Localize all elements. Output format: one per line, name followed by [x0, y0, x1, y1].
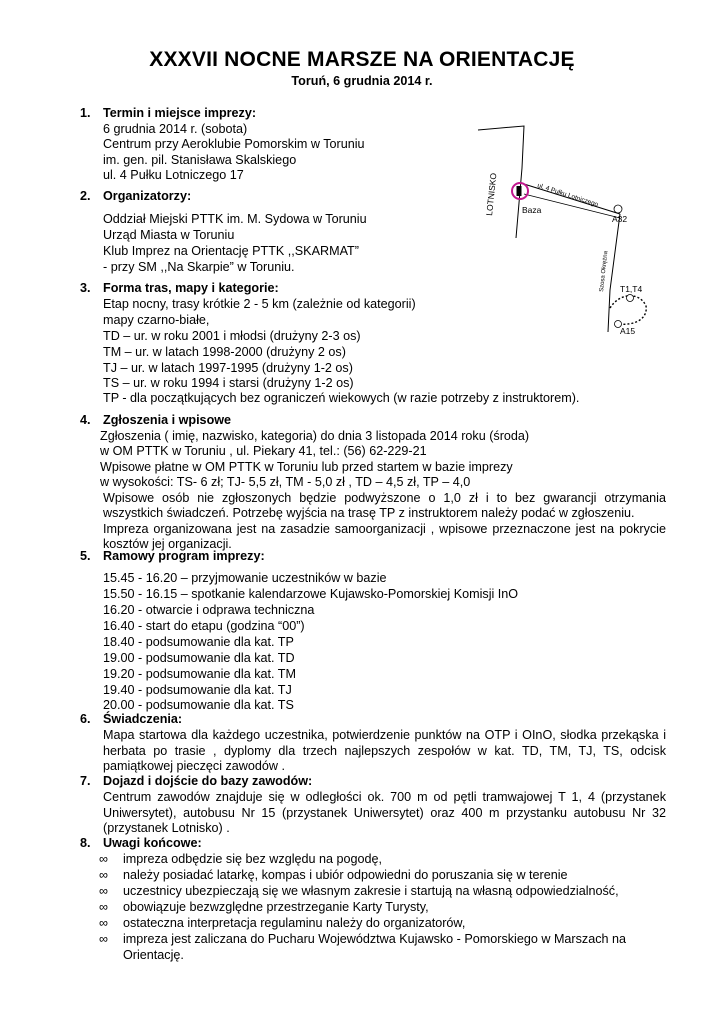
program-item: 19.20 - podsumowanie dla kat. TM — [103, 667, 296, 681]
map-label-baza: Baza — [522, 205, 542, 215]
section-7-heading: Dojazd i dojście do bazy zawodów: — [103, 774, 313, 788]
program-item: 15.45 - 16.20 – przyjmowanie uczestników w bazie — [103, 571, 387, 585]
remark-text: obowiązuje bezwzględne przestrzeganie Karty Turysty, — [123, 900, 429, 914]
section-6-number: 6. — [80, 712, 91, 726]
location-map — [470, 120, 690, 350]
section-1-heading: Termin i miejsce imprezy: — [103, 106, 257, 120]
section-3-line: TJ – ur. w latach 1997-1995 (drużyny 1-2 os) — [103, 361, 353, 375]
program-item: 20.00 - podsumowanie dla kat. TS — [103, 698, 294, 712]
section-3-line: Etap nocny, trasy krótkie 2 - 5 km (zależnie od kategorii) — [103, 297, 416, 311]
remark-item — [99, 852, 663, 868]
section-5-number: 5. — [80, 549, 91, 563]
road-lotnisko — [478, 126, 524, 238]
section-2-heading: Organizatorzy: — [103, 189, 192, 203]
section-1-number: 1. — [80, 106, 91, 120]
tram-stop-icon — [627, 295, 634, 302]
remark-item — [99, 932, 663, 963]
section-5-heading: Ramowy program imprezy: — [103, 549, 265, 563]
bus-stop-a32-icon — [614, 205, 622, 213]
section-3-line: TP - dla początkujących bez ograniczeń wiekowych (w razie potrzeby z instruktorem). — [103, 391, 580, 405]
section-2-line: Urząd Miasta w Toruniu — [103, 228, 235, 242]
section-2-line: - przy SM ,,Na Skarpie” w Toruniu. — [103, 260, 295, 274]
map-label-tram: T1,T4 — [620, 284, 643, 294]
section-4-line: Wpisowe płatne w OM PTTK w Toruniu lub przed startem w bazie imprezy — [100, 459, 513, 474]
remark-item — [99, 884, 663, 900]
section-1-line: ul. 4 Pułku Lotniczego 17 — [103, 168, 244, 182]
remark-item — [99, 900, 663, 916]
remark-item — [99, 916, 663, 932]
page-subtitle: Toruń, 6 grudnia 2014 r. — [291, 74, 433, 88]
section-4-line: Zgłoszenia ( imię, nazwisko, kategoria) do dnia 3 listopada 2014 roku (środa) — [100, 428, 530, 443]
section-1-line: Centrum przy Aeroklubie Pomorskim w Toruniu — [103, 137, 365, 151]
remark-text: impreza jest zaliczana do Pucharu Województwa Kujawsko - Pomorskiego w Marszach na Orientację. — [123, 932, 627, 962]
remark-text: uczestnicy ubezpieczają się we własnym zakresie i startują na własną odpowiedzialność, — [123, 884, 619, 898]
map-label-street: ul. 4 Pułku Lotniczego — [536, 182, 600, 209]
section-4-heading: Zgłoszenia i wpisowe — [103, 413, 232, 427]
infinity-bullet-icon: ∞ — [99, 900, 108, 914]
infinity-bullet-icon: ∞ — [99, 852, 108, 866]
section-8-number: 8. — [80, 836, 91, 850]
section-3-line: TS – ur. w roku 1994 i starsi (drużyny 1-2 os) — [103, 376, 354, 390]
section-7-number: 7. — [80, 774, 91, 788]
program-item: 19.00 - podsumowanie dla kat. TD — [103, 651, 295, 665]
infinity-bullet-icon: ∞ — [99, 916, 108, 930]
baza-building-icon — [517, 186, 522, 196]
section-2-line: Oddział Miejski PTTK im. M. Sydowa w Toruniu — [103, 212, 367, 226]
map-label-a15: A15 — [620, 326, 636, 336]
section-8-heading: Uwagi końcowe: — [103, 836, 202, 850]
section-7-paragraph: Centrum zawodów znajduje się w odległości ok. 700 m od pętli tramwajowej T 1, 4 (przystanek Uniwersytet), autobusu Nr 15 (przystanek Uniwersytet) oraz 400 m przystanku autobusu Nr 32 (przystanek Lotnisko) . — [103, 790, 666, 835]
section-3-line: mapy czarno-białe, — [103, 313, 210, 327]
map-label-szosa: Szosa Okrężna — [599, 250, 610, 293]
infinity-bullet-icon: ∞ — [99, 884, 108, 898]
section-1-line: im. gen. pil. Stanisława Skalskiego — [103, 152, 297, 167]
section-3-number: 3. — [80, 281, 91, 295]
infinity-bullet-icon: ∞ — [99, 932, 108, 946]
section-6-paragraph: Mapa startowa dla każdego uczestnika, potwierdzenie punktów na OTP i OInO, słodka przekąska i herbata po trasie , dyplomy dla trzech najlepszych zespołów w kat. TD, TM, TJ, TS, odcisk pamiątkowej pieczęci zawodów . — [103, 728, 666, 773]
page-title: XXXVII NOCNE MARSZE NA ORIENTACJĘ — [149, 48, 575, 71]
map-label-a32: A32 — [612, 214, 628, 224]
remark-text: należy posiadać latarkę, kompas i ubiór odpowiedni do poruszania się w terenie — [123, 868, 568, 882]
program-item: 18.40 - podsumowanie dla kat. TP — [103, 635, 294, 649]
program-item: 16.20 - otwarcie i odprawa techniczna — [103, 603, 315, 617]
section-3-heading: Forma tras, mapy i kategorie: — [103, 281, 279, 295]
road-szosa — [608, 214, 620, 332]
remark-text: ostateczna interpretacja regulaminu należy do organizatorów, — [123, 916, 466, 930]
remark-item — [99, 868, 663, 884]
remark-text: impreza odbędzie się bez względu na pogodę, — [123, 852, 383, 866]
section-2-number: 2. — [80, 189, 91, 203]
section-4-line: w OM PTTK w Toruniu , ul. Piekary 41, tel.: (56) 62-229-21 — [100, 444, 427, 458]
section-6-heading: Świadczenia: — [103, 712, 183, 726]
section-3-line: TM – ur. w latach 1998-2000 (drużyny 2 os) — [103, 345, 346, 359]
section-1-line: 6 grudnia 2014 r. (sobota) — [103, 121, 248, 136]
section-4-number: 4. — [80, 413, 91, 427]
infinity-bullet-icon: ∞ — [99, 868, 108, 882]
section-4-paragraph: Impreza organizowana jest na zasadzie samoorganizacji , wpisowe przeznaczone jest na pokrycie kosztów jej organizacji. — [103, 521, 666, 551]
section-2-line: Klub Imprez na Orientację PTTK ,,SKARMAT” — [103, 244, 359, 258]
section-4-line: w wysokości: TS- 6 zł; TJ- 5,5 zł, TM - 5,0 zł , TD – 4,5 zł, TP – 4,0 — [100, 475, 471, 489]
section-4-paragraph: Wpisowe osób nie zgłoszonych będzie podwyższone o 1,0 zł i to bez gwarancji otrzymania wszystkich świadczeń. Potrzebę wyjścia na trasę TP z instruktorem należy podać w zgłoszeniu. — [103, 490, 666, 520]
program-item: 15.50 - 16.15 – spotkanie kalendarzowe Kujawsko-Pomorskiej Komisji InO — [103, 587, 519, 601]
section-3-line: TD – ur. w roku 2001 i młodsi (drużyny 2-3 os) — [103, 329, 361, 343]
program-item: 19.40 - podsumowanie dla kat. TJ — [103, 683, 292, 697]
program-item: 16.40 - start do etapu (godzina “00”) — [103, 619, 305, 633]
map-label-lotnisko: LOTNISKO — [484, 172, 499, 217]
